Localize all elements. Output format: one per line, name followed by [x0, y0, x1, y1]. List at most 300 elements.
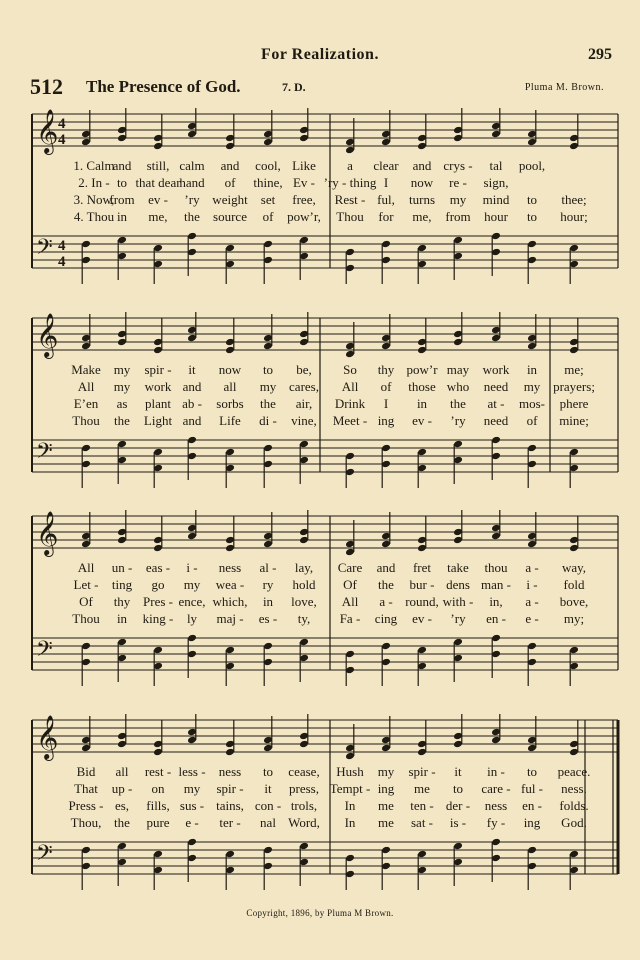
lyric-syllable: 4. Thou — [73, 209, 115, 224]
lyric-syllable: ful, — [377, 192, 395, 207]
lyric-syllable: press, — [289, 781, 319, 796]
note-chord — [345, 322, 355, 358]
lyric-syllable: Thou — [72, 413, 100, 428]
lyric-syllable: sus - — [179, 798, 205, 813]
time-signature-treble — [58, 116, 66, 148]
note-chord — [153, 114, 163, 150]
lyric-syllable: Of — [343, 577, 357, 592]
note-chord — [491, 312, 501, 342]
lyric-syllable: bur - — [409, 577, 435, 592]
lyric-syllable: vine, — [291, 413, 317, 428]
lyric-syllable: Bid — [76, 764, 96, 779]
note-chord — [187, 634, 197, 678]
lyric-syllable: ing — [377, 413, 395, 428]
lyric-syllable: sorbs — [216, 396, 244, 411]
note-chord — [491, 108, 501, 138]
note-chord — [263, 642, 273, 686]
lyric-syllable: folds. — [559, 798, 589, 813]
lyric-syllable: the — [114, 815, 130, 830]
lyric-syllable: round, — [405, 594, 439, 609]
lyric-verse-line — [30, 577, 622, 593]
lyric-syllable: way, — [561, 560, 587, 575]
lyric-syllable: my — [183, 577, 201, 592]
page-number: 295 — [588, 46, 612, 63]
lyric-verse-line — [30, 209, 622, 225]
svg-text:4: 4 — [58, 254, 66, 270]
lyric-syllable: ’ry — [450, 413, 466, 428]
lyric-syllable: air, — [295, 396, 313, 411]
lyric-verse-line — [30, 781, 622, 797]
lyric-syllable: crys - — [443, 158, 473, 173]
note-chord — [117, 638, 127, 682]
section-title: For Realization. — [261, 46, 379, 63]
lyric-syllable: e - — [525, 611, 539, 626]
lyric-syllable: ence, — [178, 594, 206, 609]
final-barline — [613, 720, 618, 874]
treble-clef-icon: 𝄞 — [36, 313, 59, 357]
lyric-syllable: Word, — [288, 815, 320, 830]
lyric-syllable: is - — [449, 815, 467, 830]
note-chord — [117, 236, 127, 280]
lyric-syllable: Meet - — [332, 413, 368, 428]
lyric-syllable: ness — [218, 560, 242, 575]
note-chord — [491, 510, 501, 540]
lyric-syllable: as — [116, 396, 128, 411]
lyric-syllable: thee; — [561, 192, 587, 207]
lyric-syllable: Ev - — [292, 175, 316, 190]
lyric-syllable: it — [454, 764, 462, 779]
lyric-syllable: free, — [292, 192, 316, 207]
note-chord — [345, 520, 355, 556]
lyric-syllable: 1. Calm — [73, 158, 115, 173]
lyric-syllable: of — [526, 413, 538, 428]
note-chord — [263, 716, 273, 752]
lyric-syllable: fold — [563, 577, 585, 592]
lyric-syllable: in — [416, 396, 428, 411]
lyric-syllable: eas - — [145, 560, 171, 575]
lyric-syllable: for — [378, 209, 394, 224]
lyric-syllable: work — [144, 379, 172, 394]
note-chord — [345, 854, 355, 890]
lyric-syllable: care - — [481, 781, 511, 796]
lyric-syllable: may — [446, 362, 470, 377]
note-chord — [263, 240, 273, 284]
lyric-syllable: Thou, — [70, 815, 102, 830]
lyric-syllable: spir - — [216, 781, 244, 796]
lyric-syllable: pow’r — [406, 362, 438, 377]
lyric-syllable: me; — [564, 362, 584, 377]
lyric-syllable: All — [341, 379, 359, 394]
lyric-syllable: to — [526, 192, 538, 207]
note-chord — [527, 240, 537, 284]
treble-clef-icon: 𝄞 — [36, 715, 59, 759]
lyric-syllable: es, — [114, 798, 130, 813]
lyric-syllable: my — [449, 192, 467, 207]
note-chord — [225, 318, 235, 354]
lyric-syllable: cool, — [255, 158, 281, 173]
note-chord — [345, 452, 355, 488]
lyric-syllable: the — [378, 577, 394, 592]
note-chord — [153, 318, 163, 354]
lyric-syllable: ev - — [412, 611, 432, 626]
music-system-3 — [30, 510, 622, 686]
note-chord — [381, 642, 391, 686]
lyric-syllable: fills, — [146, 798, 170, 813]
note-chord — [299, 842, 309, 886]
lyric-syllable: con - — [254, 798, 282, 813]
note-chord — [569, 850, 579, 890]
lyric-verse-line — [30, 594, 622, 610]
note-chord — [117, 108, 127, 142]
bass-clef-icon: 𝄢 — [36, 841, 53, 871]
lyric-syllable: Thou — [72, 611, 100, 626]
lyric-syllable: That — [74, 781, 98, 796]
note-chord — [153, 720, 163, 756]
lyric-syllable: ev - — [148, 192, 168, 207]
lyric-syllable: All — [341, 594, 359, 609]
lyric-syllable: work — [482, 362, 510, 377]
lyric-syllable: who — [446, 379, 470, 394]
note-chord — [453, 510, 463, 544]
lyric-syllable: on — [151, 781, 165, 796]
note-chord — [187, 838, 197, 882]
note-chord — [381, 444, 391, 488]
lyric-syllable: wea - — [215, 577, 245, 592]
lyric-syllable: a - — [525, 560, 539, 575]
lyric-syllable: ing — [523, 815, 541, 830]
lyric-syllable: it — [188, 362, 196, 377]
lyric-syllable: set — [260, 192, 276, 207]
lyric-syllable: trols, — [290, 798, 318, 813]
note-chord — [527, 512, 537, 548]
lyric-syllable: God. — [561, 815, 587, 830]
lyric-syllable: to — [116, 175, 128, 190]
lyric-verse-line — [30, 560, 622, 576]
lyric-syllable: go — [151, 577, 165, 592]
lyric-syllable: hour — [484, 209, 508, 224]
lyric-syllable: from — [445, 209, 471, 224]
note-chord — [153, 516, 163, 552]
lyric-verse-line — [30, 192, 622, 208]
lyric-syllable: Light — [143, 413, 173, 428]
note-chord — [117, 842, 127, 886]
lyric-syllable: ful - — [520, 781, 544, 796]
lyric-syllable: ty, — [297, 611, 311, 626]
note-chord — [225, 244, 235, 284]
lyric-syllable: peace. — [557, 764, 591, 779]
lyric-syllable: Care — [337, 560, 363, 575]
note-chord — [453, 236, 463, 280]
lyric-syllable: me — [414, 781, 430, 796]
lyric-syllable: and — [112, 158, 132, 173]
lyric-syllable: rest - — [144, 764, 172, 779]
note-chord — [187, 312, 197, 342]
lyric-syllable: mind — [482, 192, 510, 207]
lyric-syllable: me, — [412, 209, 432, 224]
lyric-syllable: ’ry — [450, 611, 466, 626]
lyric-verse-line — [30, 379, 622, 395]
lyric-syllable: still, — [146, 158, 170, 173]
lyric-syllable: and — [376, 560, 396, 575]
treble-clef-icon: 𝄞 — [36, 109, 59, 153]
hymn-title: The Presence of God. — [86, 77, 241, 96]
music-system-2 — [30, 312, 622, 488]
note-chord — [81, 314, 91, 350]
lyric-syllable: in — [116, 209, 128, 224]
lyric-syllable: in - — [487, 764, 505, 779]
lyric-verse-line — [30, 815, 622, 831]
lyric-syllable: ten - — [410, 798, 434, 813]
note-chord — [299, 638, 309, 682]
note-chord — [81, 444, 91, 488]
lyric-syllable: spir - — [144, 362, 172, 377]
lyric-syllable: cing — [374, 611, 398, 626]
note-chord — [491, 232, 501, 276]
note-chord — [299, 714, 309, 748]
note-chord — [345, 248, 355, 284]
note-chord — [225, 720, 235, 756]
lyric-syllable: fy - — [486, 815, 506, 830]
lyric-verse-line — [30, 413, 622, 429]
lyric-syllable: turns — [409, 192, 435, 207]
lyric-syllable: So — [343, 362, 357, 377]
lyric-syllable: spir - — [408, 764, 436, 779]
note-chord — [225, 448, 235, 488]
lyric-syllable: me — [378, 815, 394, 830]
note-chord — [491, 634, 501, 678]
lyric-verse-line — [30, 611, 622, 627]
lyric-syllable: tains, — [216, 798, 244, 813]
note-chord — [569, 646, 579, 686]
note-chord — [263, 846, 273, 890]
note-chord — [417, 516, 427, 552]
lyric-syllable: ter - — [219, 815, 241, 830]
lyric-syllable: al - — [259, 560, 277, 575]
lyric-syllable: Thou — [336, 209, 364, 224]
lyric-syllable: clear — [373, 158, 399, 173]
note-chord — [527, 642, 537, 686]
lyric-syllable: pure — [146, 815, 170, 830]
hymn-heading — [30, 74, 610, 102]
hymn-author: Pluma M. Brown. — [524, 82, 604, 93]
lyric-syllable: Like — [292, 158, 316, 173]
bass-clef-icon: 𝄢 — [36, 235, 53, 265]
lyric-syllable: Make — [71, 362, 101, 377]
note-chord — [153, 448, 163, 488]
lyric-syllable: which, — [212, 594, 248, 609]
lyric-syllable: be, — [296, 362, 312, 377]
lyric-syllable: cares, — [289, 379, 319, 394]
note-chord — [381, 512, 391, 548]
note-chord — [381, 240, 391, 284]
note-chord — [81, 846, 91, 890]
lyric-syllable: prayers; — [553, 379, 595, 394]
lyric-syllable: In — [344, 815, 356, 830]
note-chord — [187, 714, 197, 744]
lyric-syllable: all — [223, 379, 237, 394]
lyric-syllable: der - — [445, 798, 471, 813]
svg-text:4: 4 — [58, 132, 66, 148]
note-chord — [81, 512, 91, 548]
lyric-syllable: it — [264, 781, 272, 796]
lyric-syllable: now — [218, 362, 242, 377]
lyric-syllable: thy — [113, 594, 131, 609]
note-chord — [527, 110, 537, 146]
note-chord — [225, 114, 235, 150]
lyric-syllable: re - — [449, 175, 467, 190]
note-chord — [417, 850, 427, 890]
note-chord — [569, 244, 579, 284]
lyric-syllable: phere — [559, 396, 589, 411]
lyric-syllable: need — [483, 413, 509, 428]
svg-text:4: 4 — [58, 238, 66, 254]
note-chord — [81, 642, 91, 686]
lyric-syllable: Let - — [73, 577, 99, 592]
note-chord — [453, 312, 463, 346]
lyric-syllable: dens — [446, 577, 470, 592]
lyric-syllable: my — [113, 379, 131, 394]
note-chord — [569, 720, 579, 756]
lyric-syllable: pool, — [518, 158, 546, 173]
note-chord — [187, 232, 197, 276]
note-chord — [381, 846, 391, 890]
lyric-syllable: love, — [291, 594, 317, 609]
lyric-syllable: calm — [179, 158, 205, 173]
lyric-verse-line — [30, 396, 622, 412]
lyric-syllable: up - — [111, 781, 133, 796]
note-chord — [417, 448, 427, 488]
note-chord — [527, 314, 537, 350]
note-chord — [153, 646, 163, 686]
lyric-syllable: take — [447, 560, 469, 575]
note-chord — [453, 638, 463, 682]
note-chord — [453, 714, 463, 748]
lyric-syllable: ing — [377, 781, 395, 796]
note-chord — [381, 716, 391, 752]
lyric-syllable: un - — [111, 560, 133, 575]
note-chord — [453, 842, 463, 886]
note-chord — [225, 850, 235, 890]
note-chord — [453, 440, 463, 484]
lyric-syllable: my; — [563, 611, 585, 626]
lyric-syllable: Press - — [68, 798, 104, 813]
bass-clef-icon: 𝄢 — [36, 439, 53, 469]
treble-clef-icon: 𝄞 — [36, 511, 59, 555]
note-chord — [417, 318, 427, 354]
lyric-verse-line — [30, 175, 622, 191]
lyric-syllable: ry — [262, 577, 274, 592]
lyric-syllable: Fa - — [339, 611, 361, 626]
lyric-syllable: and — [220, 158, 240, 173]
lyric-syllable: weight — [212, 192, 248, 207]
note-chord — [117, 312, 127, 346]
lyric-syllable: Drink — [334, 396, 366, 411]
hymn-meter: 7. D. — [282, 80, 306, 94]
lyric-syllable: Pres - — [143, 594, 173, 609]
note-chord — [491, 436, 501, 480]
note-chord — [381, 110, 391, 146]
lyric-syllable: that dear — [135, 175, 181, 190]
lyric-syllable: to — [262, 764, 274, 779]
lyric-syllable: at - — [487, 396, 505, 411]
lyric-syllable: nal — [260, 815, 276, 830]
note-chord — [345, 118, 355, 154]
lyric-syllable: king - — [142, 611, 174, 626]
hymn-number: 512 — [30, 74, 63, 99]
lyric-syllable: a - — [525, 594, 539, 609]
lyric-syllable: ly — [186, 611, 198, 626]
time-signature-bass — [58, 238, 66, 270]
lyric-syllable: hand — [179, 175, 205, 190]
lyric-syllable: to — [526, 764, 538, 779]
lyric-syllable: ness — [484, 798, 508, 813]
lyric-syllable: mos- — [519, 396, 545, 411]
note-chord — [263, 512, 273, 548]
lyric-syllable: bove, — [559, 594, 589, 609]
note-chord — [117, 510, 127, 544]
note-chord — [187, 108, 197, 138]
music-system-1 — [30, 108, 622, 284]
lyric-syllable: 2. In - — [78, 175, 110, 190]
lyric-syllable: of — [262, 209, 274, 224]
lyric-syllable: fret — [412, 560, 432, 575]
lyric-verse-line — [30, 764, 622, 780]
lyric-syllable: en - — [522, 798, 542, 813]
lyric-syllable: need — [483, 379, 509, 394]
lyric-syllable: to — [526, 209, 538, 224]
lyric-syllable: ’ry — [184, 192, 200, 207]
note-chord — [263, 314, 273, 350]
note-chord — [569, 448, 579, 488]
lyric-verse-line — [30, 362, 622, 378]
lyric-syllable: thy — [377, 362, 395, 377]
note-chord — [225, 646, 235, 686]
lyric-syllable: sat - — [410, 815, 434, 830]
svg-text:4: 4 — [58, 116, 66, 132]
lyric-syllable: my — [113, 362, 131, 377]
lyric-syllable: sign, — [483, 175, 509, 190]
lyric-syllable: Rest - — [334, 192, 366, 207]
lyric-syllable: in — [526, 362, 538, 377]
lyric-syllable: e - — [185, 815, 199, 830]
note-chord — [381, 314, 391, 350]
lyric-syllable: di - — [259, 413, 277, 428]
lyric-syllable: ting — [111, 577, 133, 592]
note-chord — [345, 650, 355, 686]
note-chord — [299, 440, 309, 484]
note-chord — [81, 110, 91, 146]
lyric-verse-line — [30, 798, 622, 814]
note-chord — [491, 714, 501, 744]
lyric-syllable: less - — [178, 764, 206, 779]
lyric-syllable: en - — [486, 611, 506, 626]
lyric-syllable: my — [183, 781, 201, 796]
note-chord — [527, 444, 537, 488]
lyric-syllable: mine; — [559, 413, 589, 428]
note-chord — [569, 114, 579, 150]
lyric-syllable: 3. Now, — [73, 192, 115, 207]
copyright-notice: Copyright, 1896, by Pluma M Brown. — [246, 908, 394, 918]
lyric-syllable: my — [377, 764, 395, 779]
lyric-syllable: All — [77, 379, 95, 394]
lyric-syllable: ab - — [182, 396, 202, 411]
lyric-syllable: the — [450, 396, 466, 411]
lyric-syllable: es - — [258, 611, 278, 626]
lyric-syllable: I — [383, 175, 389, 190]
note-chord — [453, 108, 463, 142]
lyric-syllable: and — [182, 379, 202, 394]
note-chord — [569, 516, 579, 552]
